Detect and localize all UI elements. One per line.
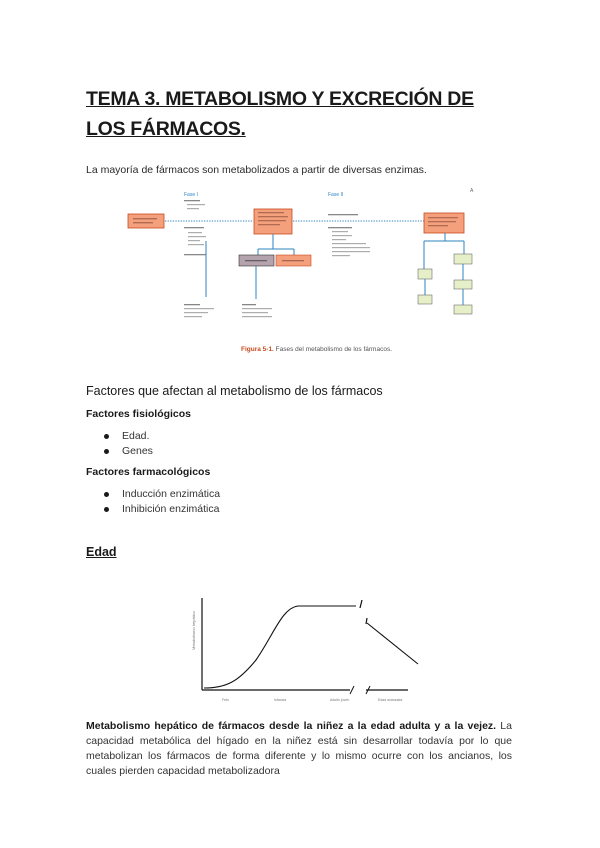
conjugate-box [424,213,464,233]
decline-line [367,623,418,664]
excretion-box-4 [454,280,472,289]
paragraph-bold: Metabolismo hepático de fármacos desde la niñez a la edad adulta y a la vejez. [86,720,497,732]
list-item: Genes [100,444,153,459]
paragraph [86,719,512,779]
excretion-box-5 [454,305,472,314]
bullet-icon [104,434,109,439]
x-label-infancia: Infancia [274,698,287,702]
figure1-caption: Figura 5-1. Fases del metabolismo de los fármacos. [241,346,393,353]
x-label-adulto: Adulto joven [330,698,350,702]
list-item: Inducción enzimática [100,487,220,502]
list-item: Edad. [100,429,153,444]
pharmacological-list [100,487,220,517]
figure-corner-letter: A [470,188,474,194]
list-item: Inhibición enzimática [100,502,220,517]
metabolism-curve [204,606,356,688]
excretion-box-2 [418,295,432,304]
bullet-icon [104,449,109,454]
physiological-list [100,429,153,459]
age-metabolism-figure [186,590,426,705]
pharmacological-heading: Factores farmacológicos [86,466,211,478]
physiological-heading: Factores fisiológicos [86,408,192,420]
factors-heading: Factores que afectan al metabolismo de los fármacos [86,384,383,398]
page-title: TEMA 3. METABOLISMO Y EXCRECIÓN DE LOS FÁRMACOS. [86,88,474,140]
phase1-label: Fase I [184,192,198,198]
metabolism-phases-figure [124,187,480,355]
edad-heading: Edad [86,545,117,559]
x-label-edad-avanzada: Edad avanzada [378,698,403,702]
figure2-y-label: Metabolismo hepático [191,611,196,650]
excretion-box-3 [454,254,472,264]
drug-box [128,214,164,228]
phase2-label: Fase II [328,192,344,198]
paragraph-text: La capacidad metabólica del hígado en la niñez está sin desarrollar todavía por lo que metabolizan los fármacos de forma diferente y lo mismo ocurre con los ancianos, los cuales pierden capacidad metabolizadora [86,720,512,777]
bullet-icon [104,492,109,497]
x-label-feto: Feto [222,698,230,702]
bullet-icon [104,507,109,512]
intro-text: La mayoría de fármacos son metabolizados a partir de diversas enzimas. [86,164,427,176]
excretion-box-1 [418,269,432,279]
